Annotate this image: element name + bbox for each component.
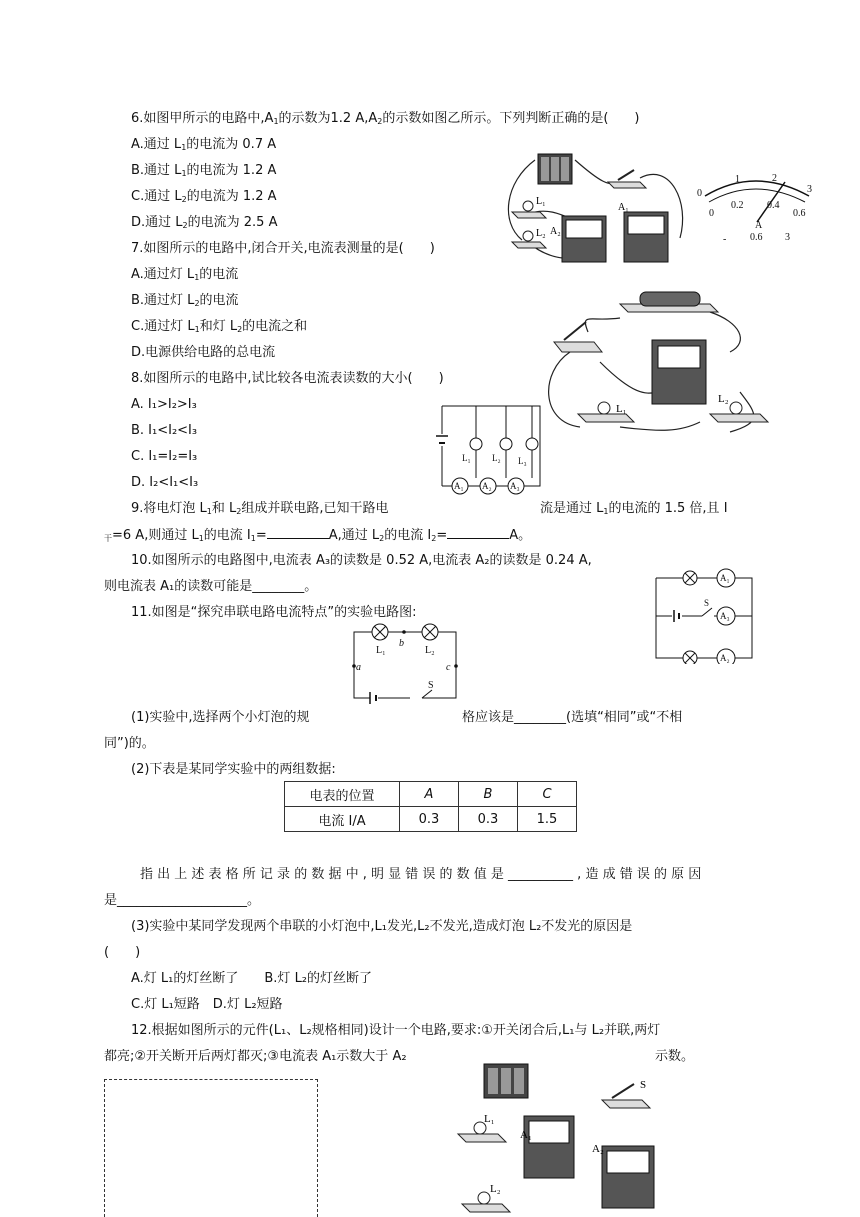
label-l1: L₁ <box>616 403 627 415</box>
svg-text:c: c <box>446 662 451 673</box>
table-row: 电流 I/A 0.3 0.3 1.5 <box>285 807 577 832</box>
svg-text:0.4: 0.4 <box>767 200 780 211</box>
lamp-l3-icon <box>526 438 538 450</box>
lamp-l2-icon <box>710 402 768 422</box>
ammeter-a1-icon <box>524 1116 574 1178</box>
q12-line1: 12.根据如图所示的元件(L₁、L₂规格相同)设计一个电路,要求:①开关闭合后,L₁与 L₂并联,两灯 <box>131 1023 661 1038</box>
label-a2: A₂ <box>592 1143 604 1155</box>
switch-icon <box>554 322 602 352</box>
svg-text:1: 1 <box>735 174 740 185</box>
svg-text:0: 0 <box>697 188 702 199</box>
q8-option-c: C. I₁=I₂=I₃ <box>131 449 198 464</box>
q9-line2: $_干$=6 A,则通过 $L_1$的电流 $I_1= A$,通过 $L_2$的电流 $I_2= A$。 <box>104 528 532 543</box>
q11-part1-b: 格应该是________(选填“相同”或“不相 <box>462 710 683 725</box>
label-l1: L₁ <box>484 1113 495 1125</box>
svg-text:0.6: 0.6 <box>750 232 763 243</box>
q12-line2-a: 都亮;②开关断开后两灯都灭;③电流表 A₁示数大于 A₂ <box>104 1049 407 1064</box>
q11-part2: (2)下表是某同学实验中的两组数据: <box>131 762 336 777</box>
q8-option-d: D. I₂<I₁<I₃ <box>131 475 199 490</box>
svg-text:L₁: L₁ <box>462 453 471 463</box>
label-l1: L₁ <box>536 196 546 207</box>
q8-circuit-diagram <box>432 398 550 498</box>
lamp-l2-icon <box>462 1192 510 1212</box>
label-s: S <box>640 1079 647 1091</box>
answer-drawing-box[interactable] <box>104 1079 318 1217</box>
svg-text:A₁: A₁ <box>454 481 464 491</box>
q9-line1-right: 流是通过 $L_1$的电流的 1.5 倍,且 I <box>540 501 728 516</box>
q11-part3-options-cd: C.灯 L₁短路 D.灯 L₂短路 <box>131 997 283 1012</box>
q7-circuit-figure <box>540 282 772 444</box>
svg-text:A₁: A₁ <box>720 573 730 583</box>
q11-part1-a: (1)实验中,选择两个小灯泡的规 <box>131 710 310 725</box>
q11-series-circuit-diagram <box>348 622 464 704</box>
q6-option-c: C.通过 $L_2$的电流为 1.2 A <box>131 189 277 204</box>
q7-option-d: D.电源供给电路的总电流 <box>131 345 276 360</box>
battery-icon <box>620 292 718 312</box>
ammeter-a1-icon <box>624 212 668 262</box>
svg-text:L₂: L₂ <box>425 645 435 656</box>
q10-line2: 则电流表 A₁的读数可能是________。 <box>104 579 318 594</box>
label-l2: L₂ <box>490 1183 501 1195</box>
q7-option-c: C.通过灯 $L_1$和灯 $L_2$的电流之和 <box>131 319 308 334</box>
q6-meter-dial-figure <box>695 166 821 248</box>
svg-text:0.2: 0.2 <box>731 200 744 211</box>
q11-part1-c: 同”)的。 <box>104 736 155 751</box>
battery-icon <box>538 154 572 184</box>
svg-text:A₃: A₃ <box>720 611 730 621</box>
q9-blank-1[interactable] <box>267 526 329 539</box>
label-a1: A₁ <box>618 202 629 213</box>
svg-text:L₂: L₂ <box>492 453 501 463</box>
q10-line1: 10.如图所示的电路图中,电流表 A₃的读数是 0.52 A,电流表 A₂的读数是 0.24 A, <box>131 553 592 568</box>
svg-text:A₃: A₃ <box>510 481 520 491</box>
q7-option-b: B.通过灯 $L_2$的电流 <box>131 293 239 308</box>
q11-part3: (3)实验中某同学发现两个串联的小灯泡中,L₁发光,L₂不发光,造成灯泡 L₂不发光的原因是 <box>131 919 633 934</box>
ammeter-icon <box>652 340 706 404</box>
svg-text:L₁: L₁ <box>376 645 386 656</box>
q6-option-a: A.通过 $L_1$的电流为 0.7 A <box>131 137 277 152</box>
q11-part2-question-cont: 是____________________。 <box>104 893 261 908</box>
svg-text:0: 0 <box>709 208 714 219</box>
svg-text:3: 3 <box>807 184 812 195</box>
label-l2: L₂ <box>718 393 729 405</box>
q6-stem: 6.如图甲所示的电路中$,A_1$的示数为1.2 $A,A_2$的示数如图乙所示。下列判断正确的是( ) <box>131 111 640 126</box>
svg-text:2: 2 <box>772 173 777 184</box>
lamp-l1-icon <box>458 1122 506 1142</box>
svg-text:L₃: L₃ <box>518 456 527 466</box>
label-l2: L₂ <box>536 228 546 239</box>
svg-text:3: 3 <box>785 232 790 243</box>
q6-option-b: B.通过 $L_1$的电流为 1.2 A <box>131 163 277 178</box>
lamp-l2-icon <box>500 438 512 450</box>
svg-text:b: b <box>399 638 404 649</box>
svg-text:A₂: A₂ <box>720 653 730 663</box>
q11-part2-question: 指 出 上 述 表 格 所 记 录 的 数 据 中 , 明 显 错 误 的 数 值 是 __________ , 造 成 错 误 的 原 因 <box>140 867 702 882</box>
svg-text:0.6: 0.6 <box>793 208 806 219</box>
q9-line1: 9.将电灯泡 $L_1$和 $L_2$组成并联电路,已知干路电 <box>131 501 389 516</box>
q11-stem: 11.如图是“探究串联电路电流特点”的实验电路图: <box>131 605 417 620</box>
ammeter-a2-icon <box>562 216 606 262</box>
q8-option-b: B. I₁<I₂<I₃ <box>131 423 198 438</box>
q11-data-table <box>284 781 577 832</box>
q6-circuit-figure <box>500 142 700 270</box>
q6-option-d: D.通过 $L_2$的电流为 2.5 A <box>131 215 278 230</box>
ammeter-a2-icon <box>602 1146 654 1208</box>
label-a1: A₁ <box>520 1129 532 1141</box>
svg-text:A₂: A₂ <box>482 481 492 491</box>
label-a2: A₂ <box>550 226 561 237</box>
table-header-row: 电表的位置 A B C <box>285 782 577 807</box>
svg-text:A: A <box>755 220 763 231</box>
q11-part3-options-ab: A.灯 L₁的灯丝断了 B.灯 L₂的灯丝断了 <box>131 971 373 986</box>
q9-blank-2[interactable] <box>447 526 509 539</box>
q7-option-a: A.通过灯 $L_1$的电流 <box>131 267 239 282</box>
svg-text:-: - <box>723 234 727 245</box>
q12-components-figure <box>452 1054 662 1216</box>
q7-stem: 7.如图所示的电路中,闭合开关,电流表测量的是( ) <box>131 241 435 256</box>
svg-text:a: a <box>356 662 361 673</box>
q10-circuit-diagram <box>652 568 762 664</box>
q11-part3-paren: ( ) <box>104 945 141 960</box>
switch-icon <box>608 170 646 188</box>
q12-line2-b: 示数。 <box>655 1049 695 1064</box>
battery-icon <box>484 1064 528 1098</box>
q8-option-a: A. I₁>I₂>I₃ <box>131 397 197 412</box>
svg-text:S: S <box>704 598 710 608</box>
q8-stem: 8.如图所示的电路中,试比较各电流表读数的大小( ) <box>131 371 444 386</box>
svg-text:S: S <box>428 680 434 691</box>
lamp-l1-icon <box>470 438 482 450</box>
